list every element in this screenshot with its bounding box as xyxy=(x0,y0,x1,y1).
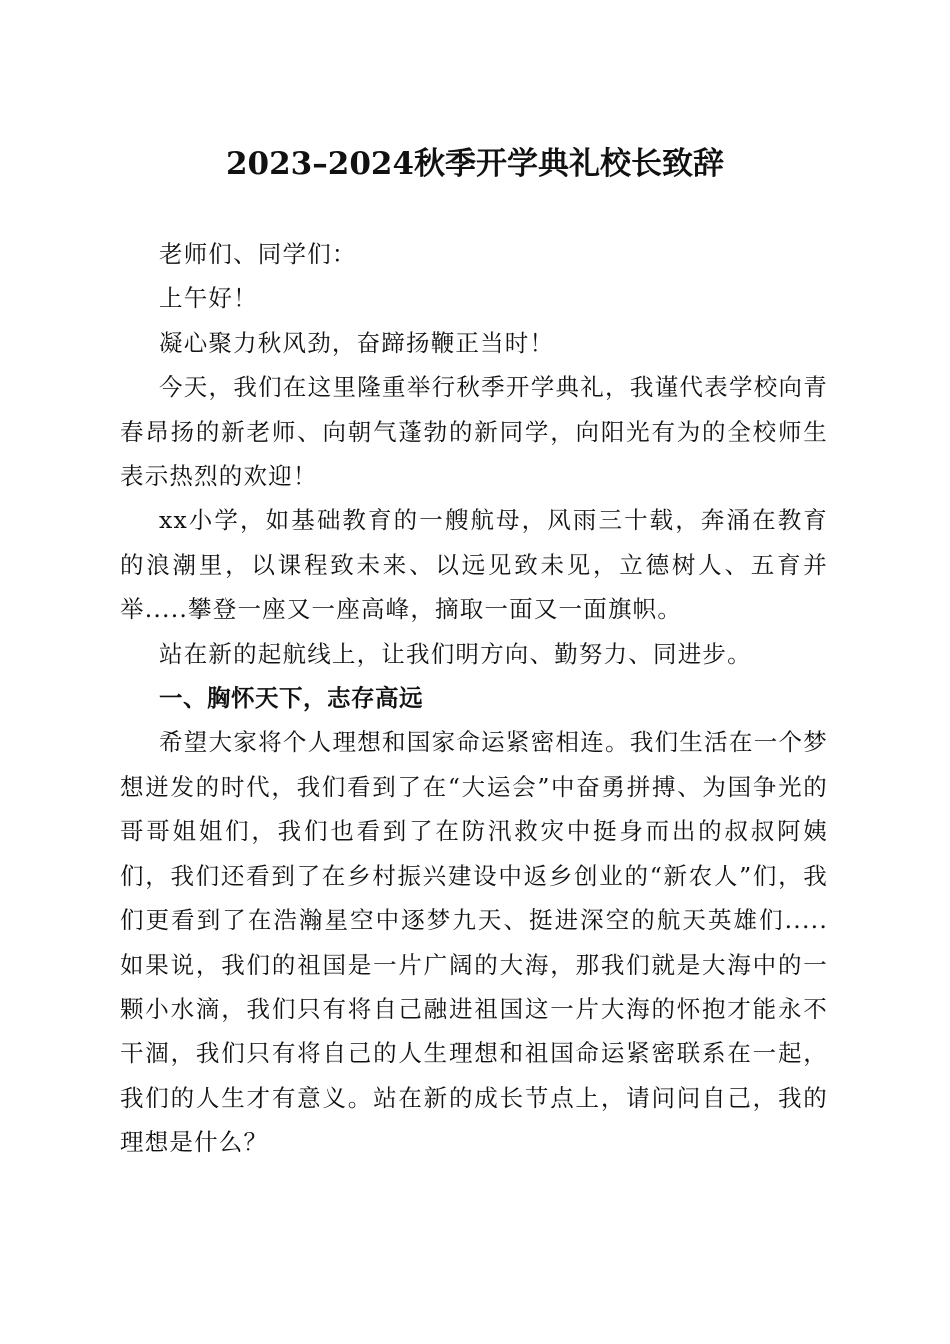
document-title: 2023–2024秋季开学典礼校长致辞 xyxy=(225,146,725,182)
ideal-paragraph: 希望大家将个人理想和国家命运紧密相连。我们生活在一个梦想迸发的时代，我们看到了在“大运会”中奋勇拼搏、为国争光的哥哥姐姐们，我们也看到了在防汛救灾中挺身而出的叔叔阿姨们，我们还看到了在乡村振兴建设中返乡创业的“新农人”们，我们更看到了在浩瀚星空中逐梦九天、挺进深空的航天英雄们.....如果说，我们的祖国是一片广阔的大海，那我们就是大海中的一颗小水滴，我们只有将自己融进祖国这一片大海的怀抱才能永不干涸，我们只有将自己的人生理想和祖国命运紧密联系在一起，我们的人生才有意义。站在新的成长节点上，请问问自己，我的理想是什么？ xyxy=(120,728,828,1157)
welcome-paragraph: 今天，我们在这里隆重举行秋季开学典礼，我谨代表学校向青春昂扬的新老师、向朝气蓬勃的新同学，向阳光有为的全校师生表示热烈的欢迎！ xyxy=(120,373,828,491)
greeting-paragraph: 老师们、同学们： xyxy=(159,240,357,268)
section-heading: 一、胸怀天下，志存高远 xyxy=(159,684,423,713)
school-intro-paragraph: xx小学，如基础教育的一艘航母，风雨三十载，奔涌在教育的浪潮里，以课程致未来、以远见致未见，立德树人、五育并举.....攀登一座又一座高峰，摘取一面又一面旗帜。 xyxy=(120,506,828,624)
slogan-paragraph: 凝心聚力秋风劲，奋蹄扬鞭正当时！ xyxy=(159,328,555,357)
document-body xyxy=(120,232,828,1165)
new-start-paragraph: 站在新的起航线上，让我们明方向、勤努力、同进步。 xyxy=(159,639,752,668)
good-morning-paragraph: 上午好！ xyxy=(159,284,258,313)
